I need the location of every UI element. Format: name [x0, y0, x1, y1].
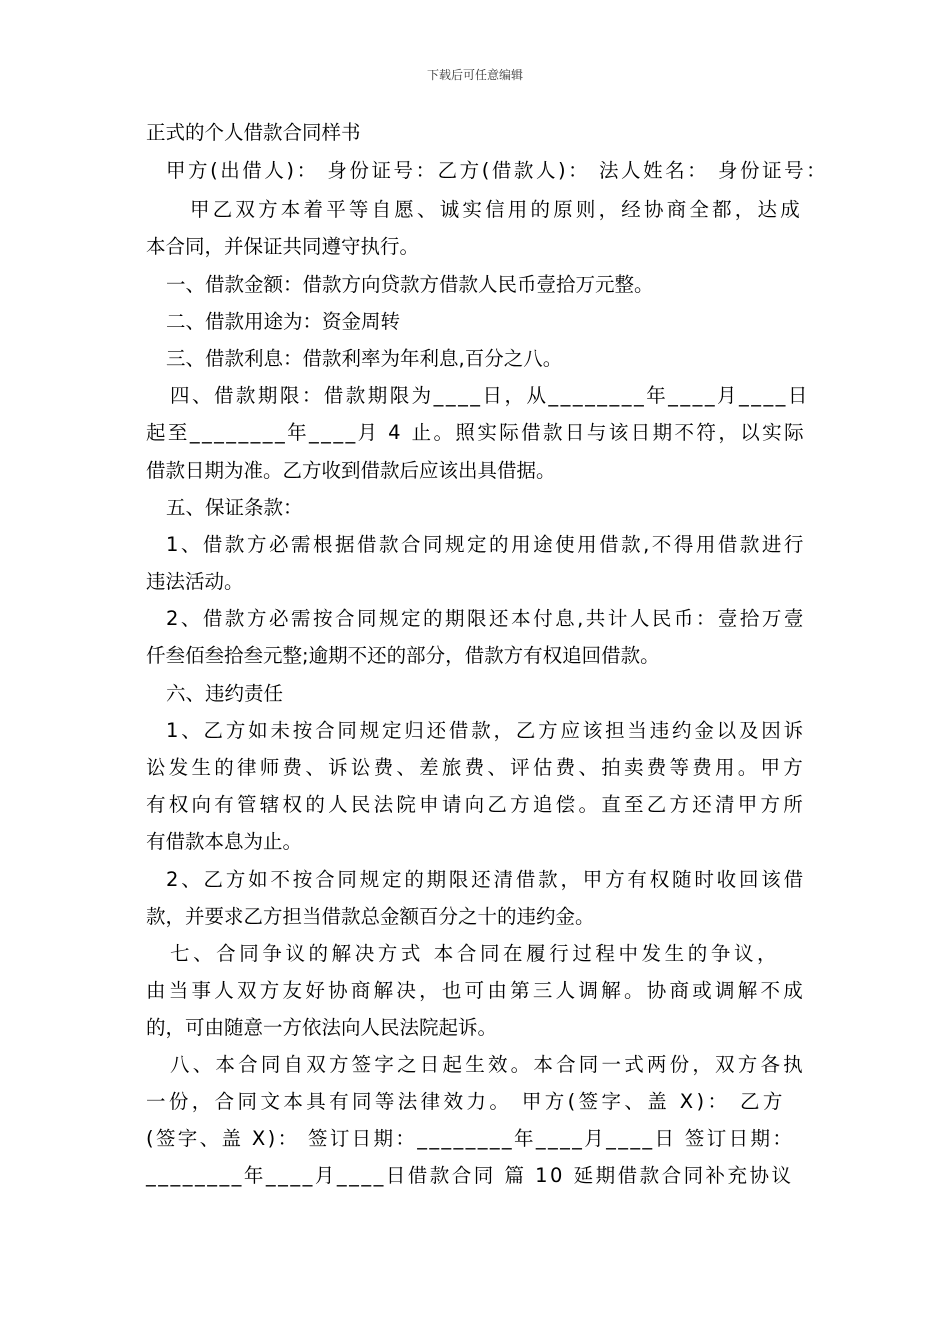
text-line: 本合同，并保证共同遵守执行。 — [146, 235, 420, 258]
page-header: 下载后可任意编辑 — [426, 68, 523, 82]
text-line: 甲方(出借人)： 身份证号：乙方(借款人)： 法人姓名： 身份证号： — [166, 159, 829, 182]
text-line: 二、借款用途为：资金周转 — [166, 310, 401, 333]
text-line: 1、乙方如未按合同规定归还借款，乙方应该担当违约金以及因诉 — [166, 719, 806, 742]
text-line: 款，并要求乙方担当借款总金额百分之十的违约金。 — [146, 905, 595, 928]
text-line: 2、乙方如不按合同规定的期限还清借款，甲方有权随时收回该借 — [166, 868, 806, 891]
text-line: 六、违约责任 — [166, 682, 284, 705]
text-line: 仟叁佰叁拾叁元整;逾期不还的部分，借款方有权追回借款。 — [146, 644, 660, 667]
text-line: 有权向有管辖权的人民法院申请向乙方追偿。直至乙方还清甲方所 — [146, 793, 807, 816]
text-line: 2、借款方必需按合同规定的期限还本付息,共计人民币：壹拾万壹 — [166, 607, 806, 630]
text-line: 七、合同争议的解决方式 本合同在履行过程中发生的争议， — [170, 942, 781, 965]
text-line: 违法活动。 — [146, 570, 244, 593]
text-line: 一、借款金额：借款方向贷款方借款人民币壹拾万元整。 — [166, 273, 654, 296]
text-line: ________年____月____日借款合同 篇 10 延期借款合同补充协议 — [146, 1164, 794, 1187]
text-line: 四、借款期限：借款期限为____日，从________年____月____日 — [170, 384, 810, 407]
text-line: 有借款本息为止。 — [146, 830, 303, 853]
text-line: 三、借款利息：借款利率为年利息,百分之八。 — [166, 347, 563, 370]
text-line: 1、借款方必需根据借款合同规定的用途使用借款,不得用借款进行 — [166, 533, 806, 556]
text-line: (签字、盖 X)： 签订日期：________年____月____日 签订日期： — [146, 1127, 795, 1150]
text-line: 八、本合同自双方签字之日起生效。本合同一式两份，双方各执 — [170, 1053, 806, 1076]
text-line: 甲乙双方本着平等自愿、诚实信用的原则，经协商全都，达成 — [190, 198, 803, 221]
text-line: 五、保证条款： — [166, 496, 303, 519]
text-line: 一份，合同文本具有同等法律效力。 甲方(签字、盖 X)： 乙方 — [146, 1090, 786, 1113]
text-line: 由当事人双方友好协商解决，也可由第三人调解。协商或调解不成 — [146, 979, 807, 1002]
text-line: 起至________年____月 4 止。照实际借款日与该日期不符，以实际 — [146, 421, 806, 444]
text-line: 的，可由随意一方依法向人民法院起诉。 — [146, 1016, 498, 1039]
text-line: 借款日期为准。乙方收到借款后应该出具借据。 — [146, 459, 556, 482]
text-line: 讼发生的律师费、诉讼费、差旅费、评估费、拍卖费等费用。甲方 — [146, 756, 807, 779]
text-line: 正式的个人借款合同样书 — [146, 121, 361, 144]
